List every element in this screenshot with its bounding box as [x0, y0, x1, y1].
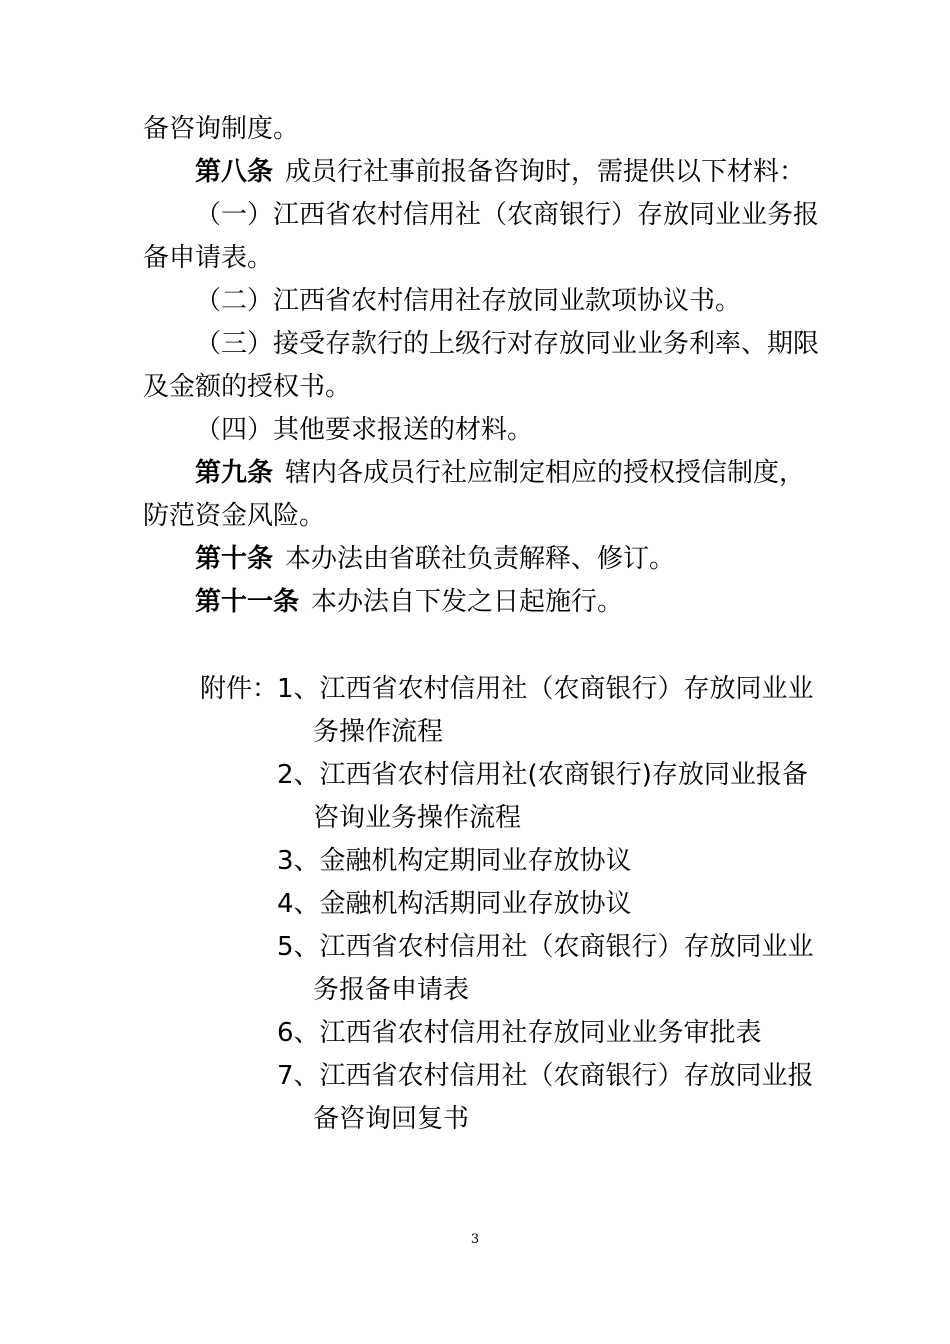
article-9-label: 第九条 — [195, 458, 274, 488]
paragraph-continuation: 备咨询制度。 — [143, 114, 300, 144]
article-9 — [195, 456, 805, 490]
article-9-text: 辖内各成员行社应制定相应的授权授信制度， — [285, 458, 806, 488]
attachment-5-line-2: 务报备申请表 — [313, 975, 470, 1005]
attachment-7-line-2: 备咨询回复书 — [313, 1104, 470, 1134]
article-8-text: 成员行社事前报备咨询时，需提供以下材料： — [285, 157, 806, 187]
attachment-number: 7、 — [277, 1061, 320, 1091]
article-10 — [195, 542, 675, 576]
article-11-label: 第十一条 — [195, 587, 300, 617]
attachment-title: 金融机构活期同业存放协议 — [319, 889, 632, 919]
attachment-number: 1、 — [277, 674, 320, 704]
article-10-text: 本办法由省联社负责解释、修订。 — [285, 544, 676, 574]
attachment-number: 3、 — [277, 846, 320, 876]
attachment-number: 2、 — [277, 760, 320, 790]
attachment-5 — [277, 930, 814, 964]
attachment-1-line-2: 务操作流程 — [313, 717, 444, 747]
attachment-number: 4、 — [277, 889, 320, 919]
article-9-line-2: 防范资金风险。 — [143, 501, 326, 531]
list-item-4: （四）其他要求报送的材料。 — [195, 415, 534, 445]
list-item-1-line-1: （一）江西省农村信用社（农商银行）存放同业业务报 — [195, 200, 820, 230]
attachment-3 — [277, 844, 632, 878]
attachments-label: 附件： — [200, 674, 279, 704]
attachment-title: 江西省农村信用社（农商银行）存放同业业 — [319, 932, 814, 962]
list-item-3-line-2: 及金额的授权书。 — [143, 372, 352, 402]
list-item-2: （二）江西省农村信用社存放同业款项协议书。 — [195, 286, 742, 316]
attachment-title: 江西省农村信用社存放同业业务审批表 — [319, 1018, 762, 1048]
attachment-title: 江西省农村信用社(农商银行)存放同业报备 — [319, 760, 808, 790]
attachment-title: 金融机构定期同业存放协议 — [319, 846, 632, 876]
list-item-1-line-2: 备申请表。 — [143, 243, 274, 273]
attachment-6 — [277, 1016, 762, 1050]
article-8 — [195, 155, 805, 189]
article-10-label: 第十条 — [195, 544, 274, 574]
attachment-2 — [277, 758, 808, 792]
attachment-4 — [277, 887, 632, 921]
article-11-text: 本办法自下发之日起施行。 — [311, 587, 624, 617]
attachment-2-line-2: 咨询业务操作流程 — [313, 803, 522, 833]
attachment-number: 5、 — [277, 932, 320, 962]
attachment-number: 6、 — [277, 1018, 320, 1048]
attachment-7 — [277, 1059, 814, 1093]
page-number: 3 — [470, 1232, 480, 1247]
attachment-1 — [277, 672, 814, 706]
article-11 — [195, 585, 623, 619]
list-item-3-line-1: （三）接受存款行的上级行对存放同业业务利率、期限 — [195, 329, 820, 359]
attachment-title: 江西省农村信用社（农商银行）存放同业报 — [319, 1061, 814, 1091]
article-8-label: 第八条 — [195, 157, 274, 187]
attachment-title: 江西省农村信用社（农商银行）存放同业业 — [319, 674, 814, 704]
